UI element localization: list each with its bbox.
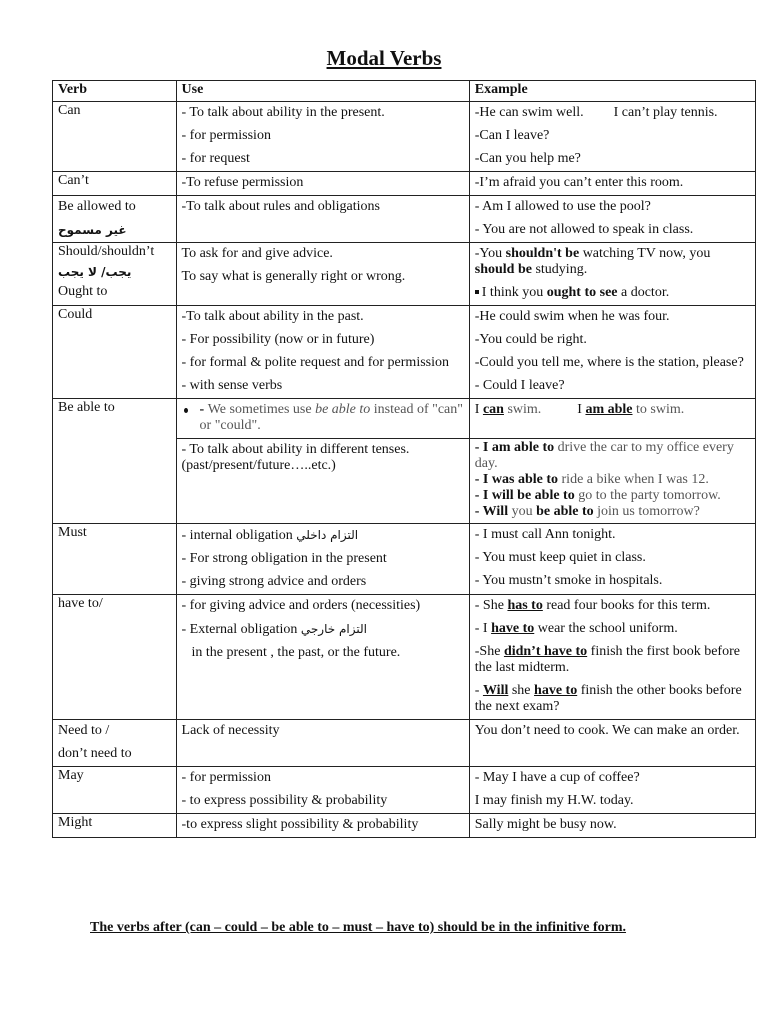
verb-can: Can	[53, 102, 177, 172]
use-line: - for giving advice and orders (necessities)	[181, 598, 421, 613]
use-line: -To talk about ability in the past.	[181, 309, 364, 324]
example-text: - I	[474, 488, 492, 503]
example-text: go to the party tomorrow.	[574, 488, 721, 503]
example-text: I	[577, 402, 586, 417]
example-line	[475, 683, 750, 715]
example-line	[475, 472, 750, 488]
example-text: ought to see	[546, 285, 618, 300]
example-need	[469, 720, 755, 767]
use-line: - for permission	[181, 128, 271, 143]
example-line: - May I have a cup of coffee?	[474, 770, 640, 785]
bullet-icon	[475, 290, 479, 294]
example-text: drive the car to my office every day.	[474, 440, 734, 471]
example-line: - You are not allowed to speak in class.	[474, 222, 694, 237]
example-text: I think you	[481, 285, 547, 300]
use-need	[176, 720, 469, 767]
example-text: has to	[507, 598, 543, 613]
example-line: Sally might be busy now.	[474, 817, 617, 832]
example-line: -Could you tell me, where is the station, please?	[474, 355, 744, 370]
example-text: - I	[474, 472, 492, 487]
verb-arabic: غير مسموح	[58, 223, 127, 237]
use-line	[182, 527, 464, 544]
example-text: -	[474, 683, 483, 698]
example-cant	[469, 172, 755, 196]
use-line: - for permission	[181, 770, 271, 785]
example-text: be able to	[536, 504, 594, 519]
example-could	[469, 306, 755, 399]
use-line	[182, 621, 464, 638]
example-text: to swim.	[632, 402, 685, 417]
use-line: - giving strong advice and orders	[181, 574, 367, 589]
use-can	[176, 102, 469, 172]
example-line: - Could I leave?	[474, 378, 565, 393]
use-text	[200, 402, 464, 434]
example-text: she	[508, 683, 535, 698]
use-line: in the present , the past, or the future.	[191, 645, 401, 660]
use-line: - to express possibility & probability	[181, 793, 388, 808]
use-line: - To talk about ability in different tenses. (past/present/future…..etc.)	[181, 442, 410, 473]
use-text: be able to	[315, 402, 371, 417]
example-text: have to	[491, 621, 535, 636]
verb-might: Might	[53, 814, 177, 838]
bullet-icon	[184, 408, 188, 413]
verb-arabic: يجب/ لا يجب	[58, 265, 132, 279]
use-text: We sometimes use	[207, 402, 316, 417]
example-line: - I must call Ann tonight.	[474, 527, 616, 542]
example-text: shouldn't be	[505, 246, 580, 261]
header-row	[53, 81, 756, 102]
use-line: -To talk about rules and obligations	[181, 199, 380, 214]
example-line	[475, 105, 750, 121]
example-line: I may finish my H.W. today.	[474, 793, 634, 808]
verb-text: Be allowed to	[58, 199, 136, 214]
verb-text: Should/shouldn’t	[58, 244, 155, 259]
example-able	[469, 399, 755, 439]
example-text: didn’t have to	[503, 644, 588, 659]
example-text: will be able to	[491, 488, 575, 503]
page-title: Modal Verbs	[326, 46, 442, 70]
use-line: - for formal & polite request and for permission	[181, 355, 449, 370]
use-line: - For strong obligation in the present	[181, 551, 387, 566]
example-text: swim.	[503, 402, 542, 417]
use-allowed	[176, 196, 469, 243]
verb-cant: Can’t	[53, 172, 177, 196]
example-text: should be	[474, 262, 532, 277]
example-text: - Will	[474, 504, 509, 519]
dash: -	[199, 402, 208, 417]
example-line: You don’t need to cook. We can make an order.	[474, 723, 740, 738]
example-line	[475, 402, 750, 418]
use-line: To ask for and give advice.	[181, 246, 333, 261]
example-text: finish the first book before the last midterm.	[474, 644, 740, 675]
example-should	[469, 243, 755, 306]
example-line	[475, 598, 750, 614]
example-text: -He can swim well.	[474, 105, 584, 120]
example-line	[475, 621, 750, 637]
example-text: studying.	[531, 262, 588, 277]
use-line: - For possibility (now or in future)	[181, 332, 375, 347]
example-line: -You could be right.	[474, 332, 587, 347]
example-text: a doctor.	[617, 285, 670, 300]
example-text: have to	[534, 683, 578, 698]
example-line	[475, 440, 750, 472]
example-might	[469, 814, 755, 838]
example-text: -She	[474, 644, 504, 659]
footer-note: The verbs after (can – could – be able to – must – have to) should be in the infinitive form.	[90, 920, 627, 935]
example-text: you	[508, 504, 537, 519]
header-verb: Verb	[53, 81, 177, 102]
table-row	[53, 767, 756, 814]
example-line: -Can I leave?	[474, 128, 550, 143]
example-line	[475, 488, 750, 504]
example-must	[469, 524, 755, 595]
example-text: wear the school uniform.	[534, 621, 678, 636]
table-row	[53, 102, 756, 172]
example-line: -I’m afraid you can’t enter this room.	[474, 175, 684, 190]
example-text: - I	[474, 440, 492, 455]
example-text: ride a bike when I was 12.	[558, 472, 709, 487]
example-text: - I	[474, 621, 492, 636]
header-use: Use	[176, 81, 469, 102]
example-allowed	[469, 196, 755, 243]
example-text: read four books for this term.	[542, 598, 711, 613]
use-line: - To talk about ability in the present.	[181, 105, 385, 120]
verb-need	[53, 720, 177, 767]
modal-verbs-table	[52, 80, 756, 838]
example-line	[475, 246, 750, 278]
header-example: Example	[469, 81, 755, 102]
use-line: -to express slight possibility & probability	[181, 817, 419, 832]
example-text: finish the other books before the next exam?	[474, 683, 742, 714]
example-text: I can’t play tennis.	[613, 105, 718, 120]
verb-able: Be able to	[53, 399, 177, 524]
example-text: am able	[585, 402, 633, 417]
example-line	[475, 285, 750, 301]
use-line: Lack of necessity	[181, 723, 280, 738]
use-arabic: التزام خارجي	[300, 622, 367, 636]
example-text: am able to	[491, 440, 555, 455]
example-line: -He could swim when he was four.	[474, 309, 670, 324]
table-row	[53, 814, 756, 838]
verb-should	[53, 243, 177, 306]
example-text: - She	[474, 598, 508, 613]
verb-haveto: have to/	[53, 595, 177, 720]
table-row	[53, 720, 756, 767]
use-must	[176, 524, 469, 595]
verb-text: Ought to	[58, 284, 108, 299]
use-text: instead of "can" or "could".	[199, 402, 463, 433]
table-row	[53, 595, 756, 720]
use-able	[176, 399, 469, 439]
use-line: - with sense verbs	[181, 378, 283, 393]
use-haveto	[176, 595, 469, 720]
example-line: -Can you help me?	[474, 151, 581, 166]
table-row	[53, 399, 756, 439]
use-should	[176, 243, 469, 306]
table-row	[53, 306, 756, 399]
example-text: Will	[482, 683, 509, 698]
use-might	[176, 814, 469, 838]
example-text: I	[474, 402, 483, 417]
use-cant	[176, 172, 469, 196]
example-line: - You mustn’t smoke in hospitals.	[474, 573, 663, 588]
table-row	[53, 524, 756, 595]
table-row	[53, 196, 756, 243]
example-haveto	[469, 595, 755, 720]
use-text: - internal obligation	[181, 528, 293, 543]
example-line: - Am I allowed to use the pool?	[474, 199, 651, 214]
example-able-tenses	[469, 439, 755, 524]
use-line: - for request	[181, 151, 250, 166]
use-may	[176, 767, 469, 814]
example-text: can	[482, 402, 504, 417]
example-text: join us tomorrow?	[593, 504, 700, 519]
use-could	[176, 306, 469, 399]
example-text: watching TV now, you	[579, 246, 711, 261]
use-able-tenses	[176, 439, 469, 524]
example-text: -You	[474, 246, 506, 261]
example-can	[469, 102, 755, 172]
example-line: - You must keep quiet in class.	[474, 550, 646, 565]
use-line: To say what is generally right or wrong.	[181, 269, 406, 284]
example-text: was able to	[491, 472, 559, 487]
verb-text: don’t need to	[58, 746, 132, 761]
example-line	[475, 644, 750, 676]
use-arabic: التزام داخلي	[296, 528, 359, 542]
verb-may: May	[53, 767, 177, 814]
use-line: -To refuse permission	[181, 175, 304, 190]
table-row	[53, 172, 756, 196]
table-row	[53, 243, 756, 306]
use-line	[182, 402, 464, 434]
verb-text: Need to /	[58, 723, 110, 738]
use-text: - External obligation	[181, 622, 298, 637]
example-may	[469, 767, 755, 814]
example-line	[475, 504, 750, 520]
verb-must: Must	[53, 524, 177, 595]
verb-could: Could	[53, 306, 177, 399]
verb-allowed	[53, 196, 177, 243]
